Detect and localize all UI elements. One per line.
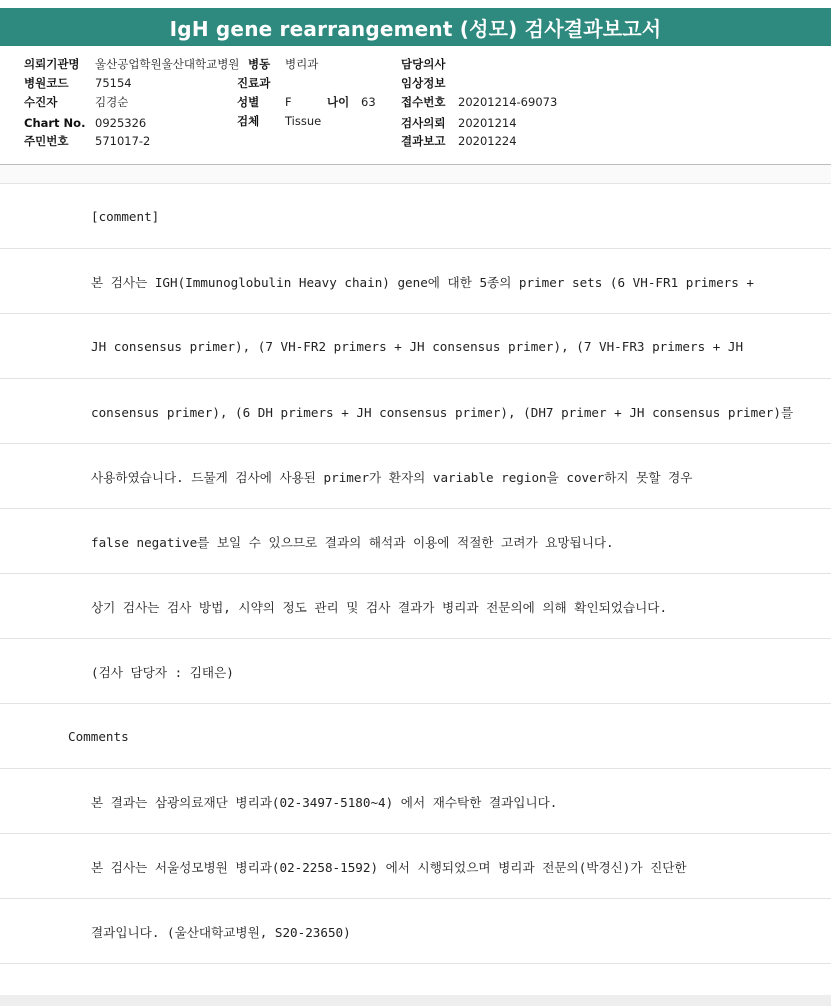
patient-label: 수진자 <box>24 95 58 109</box>
body-line: 결과입니다. (울산대학교병원, S20-23650) <box>0 899 831 964</box>
ward-value: 병리과 <box>285 57 319 71</box>
body-line: consensus primer), (6 DH primers + JH consensus primer), (DH7 primer + JH consensus primer)를 <box>0 379 831 444</box>
doctor-label: 담당의사 <box>401 57 446 71</box>
chart-no-label: Chart No. <box>24 116 86 130</box>
body-line: 본 검사는 IGH(Immunoglobulin Heavy chain) gene에 대한 5종의 primer sets (6 VH-FR1 primers + <box>0 249 831 314</box>
report-date-value: 20201224 <box>458 134 517 148</box>
body-line: JH consensus primer), (7 VH-FR2 primers + JH consensus primer), (7 VH-FR3 primers + JH <box>0 314 831 379</box>
body-line: false negative를 보일 수 있으므로 결과의 해석과 이용에 적절한 고려가 요망됩니다. <box>0 509 831 574</box>
institution-label: 의뢰기관명 <box>24 57 80 71</box>
department-label: 진료과 <box>237 76 271 90</box>
receipt-value: 20201214-69073 <box>458 95 558 109</box>
age-value: 63 <box>361 95 376 109</box>
request-date-value: 20201214 <box>458 116 517 130</box>
age-label: 나이 <box>327 95 350 109</box>
report-body <box>0 183 831 964</box>
body-line: 상기 검사는 검사 방법, 시약의 정도 관리 및 검사 결과가 병리과 전문의에 의해 확인되었습니다. <box>0 574 831 639</box>
hospital-code-label: 병원코드 <box>24 76 69 90</box>
sex-label: 성별 <box>237 95 260 109</box>
receipt-label: 접수번호 <box>401 95 446 109</box>
body-line: 본 검사는 서울성모병원 병리과(02-2258-1592) 에서 시행되었으며 병리과 전문의(박경신)가 진단한 <box>0 834 831 899</box>
sex-value: F <box>285 95 292 109</box>
body-line: 사용하였습니다. 드물게 검사에 사용된 primer가 환자의 variable region을 cover하지 못할 경우 <box>0 444 831 509</box>
specimen-label: 검체 <box>237 114 260 128</box>
report-date-label: 결과보고 <box>401 134 446 148</box>
body-line: 본 결과는 삼광의료재단 병리과(02-3497-5180~4) 에서 재수탁한 결과입니다. <box>0 769 831 834</box>
hospital-code-value: 75154 <box>95 76 132 90</box>
request-date-label: 검사의뢰 <box>401 116 446 130</box>
resident-no-value: 571017-2 <box>95 134 151 148</box>
ward-label: 병동 <box>248 57 271 71</box>
patient-info-panel <box>0 46 831 165</box>
clinical-info-label: 임상정보 <box>401 76 446 90</box>
body-line-examiner: (검사 담당자 : 김태은) <box>0 639 831 704</box>
comments-heading: Comments <box>0 704 831 769</box>
report-title: IgH gene rearrangement (성모) 검사결과보고서 <box>0 8 831 46</box>
footer-band <box>0 995 831 1006</box>
specimen-value: Tissue <box>285 114 322 128</box>
section-gap <box>0 165 831 183</box>
body-line-comment-heading: [comment] <box>0 184 831 249</box>
resident-no-label: 주민번호 <box>24 134 69 148</box>
institution-value: 울산공업학원울산대학교병원 <box>95 57 240 71</box>
patient-value: 김경순 <box>95 95 129 109</box>
chart-no-value: 0925326 <box>95 116 147 130</box>
